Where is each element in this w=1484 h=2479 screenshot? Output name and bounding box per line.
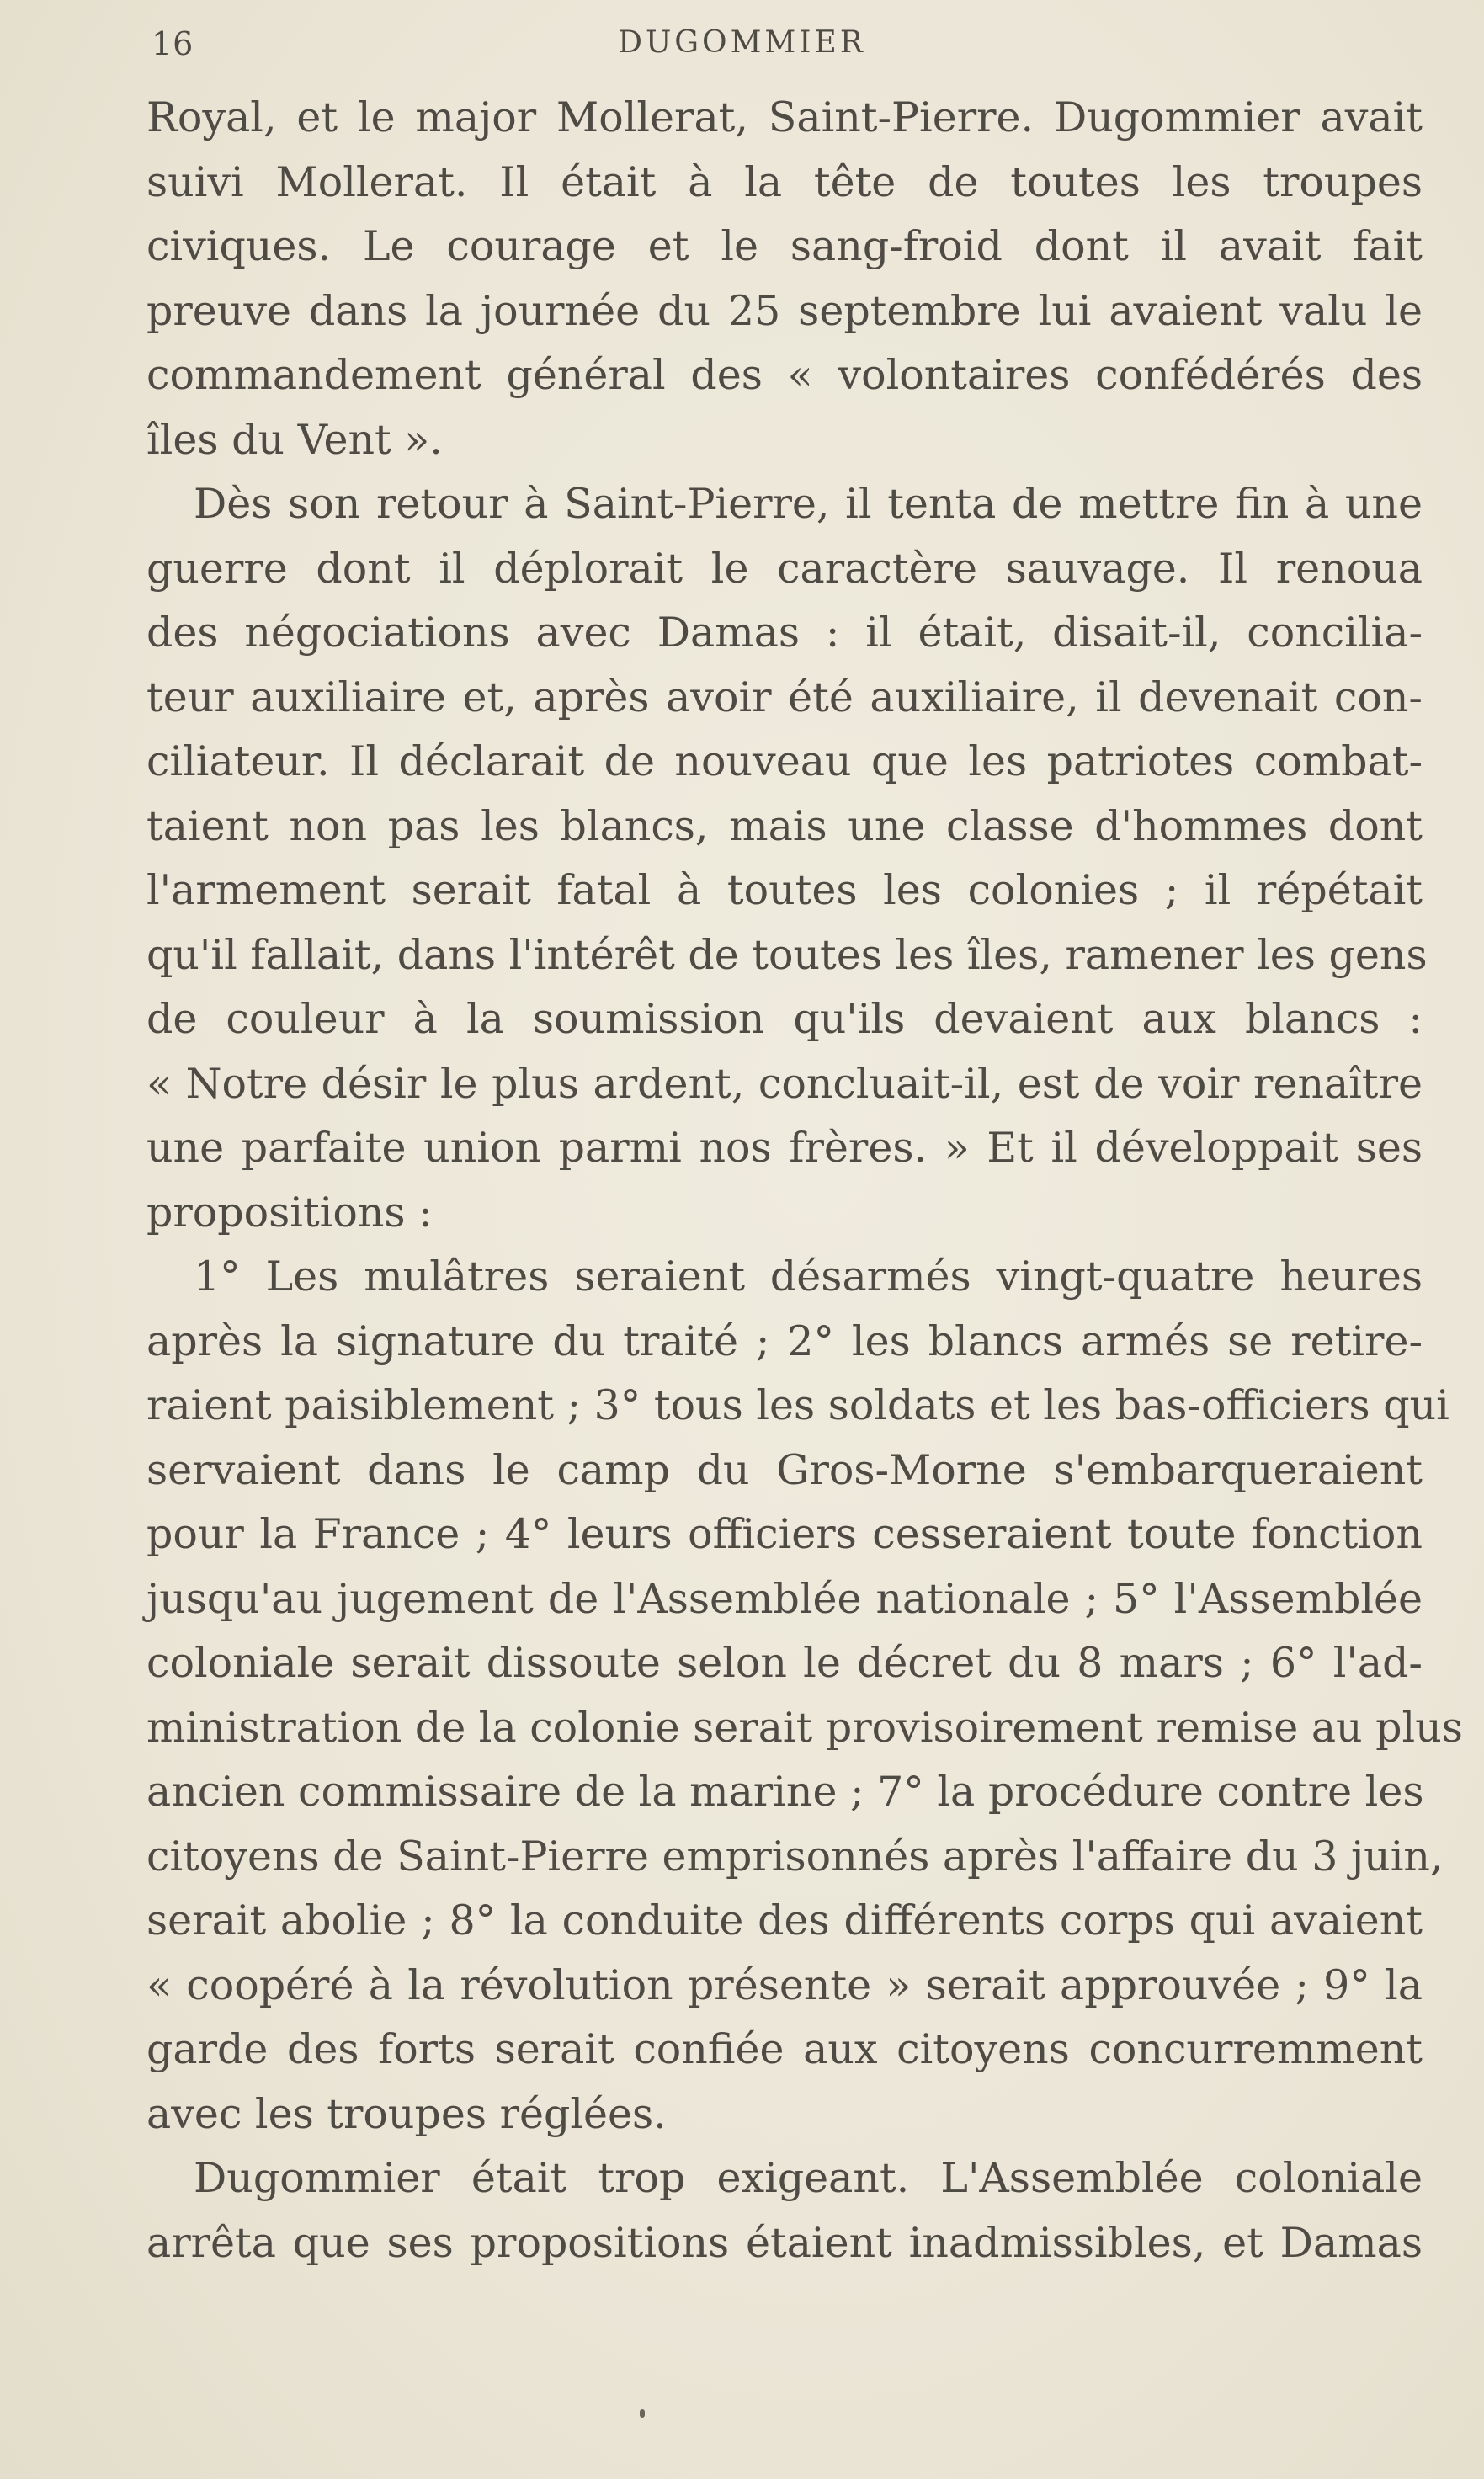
text-line: de couleur à la soumission qu'ils devaient aux blancs : bbox=[146, 995, 1423, 1043]
page-number: 16 bbox=[152, 25, 194, 62]
text-line: garde des forts serait confiée aux citoyens concurremment bbox=[146, 2025, 1423, 2073]
text-line: ancien commissaire de la marine ; 7° la procédure contre les bbox=[146, 1768, 1424, 1816]
text-line: « Notre désir le plus ardent, concluait-il, est de voir renaître bbox=[146, 1059, 1423, 1108]
text-line: jusqu'au jugement de l'Assemblée nationale ; 5° l'Assemblée bbox=[146, 1574, 1423, 1623]
text-line: civiques. Le courage et le sang-froid dont il avait fait bbox=[146, 222, 1423, 270]
text-line: commandement général des « volontaires confédérés des bbox=[146, 351, 1423, 399]
text-line: « coopéré à la révolution présente » serait approuvée ; 9° la bbox=[146, 1960, 1423, 2009]
text-line: suivi Mollerat. Il était à la tête de toutes les troupes bbox=[146, 157, 1423, 206]
paragraph-start-line: Dugommier était trop exigeant. L'Assemblée coloniale bbox=[194, 2154, 1423, 2202]
printer-mark bbox=[640, 2409, 645, 2418]
text-line: avec les troupes réglées. bbox=[146, 2089, 667, 2138]
text-line: ciliateur. Il déclarait de nouveau que les patriotes combat- bbox=[146, 737, 1423, 785]
text-line: serait abolie ; 8° la conduite des différents corps qui avaient bbox=[146, 1896, 1423, 1944]
text-line: taient non pas les blancs, mais une classe d'hommes dont bbox=[146, 801, 1423, 850]
text-line: îles du Vent ». bbox=[146, 415, 443, 464]
text-line: des négociations avec Damas : il était, disait-il, concilia- bbox=[146, 609, 1423, 657]
running-head: DUGOMMIER bbox=[618, 25, 866, 60]
text-line: Royal, et le major Mollerat, Saint-Pierre. Dugommier avait bbox=[146, 93, 1423, 141]
text-line: teur auxiliaire et, après avoir été auxiliaire, il devenait con- bbox=[146, 673, 1423, 721]
text-line: arrêta que ses propositions étaient inadmissibles, et Damas bbox=[146, 2218, 1423, 2267]
text-line: raient paisiblement ; 3° tous les soldats et les bas-officiers qui bbox=[146, 1381, 1449, 1429]
text-line: propositions : bbox=[146, 1188, 433, 1237]
text-line: l'armement serait fatal à toutes les colonies ; il répétait bbox=[146, 866, 1423, 914]
text-line: une parfaite union parmi nos frères. » Et il développait ses bbox=[146, 1124, 1423, 1172]
text-line: coloniale serait dissoute selon le décret du 8 mars ; 6° l'ad- bbox=[146, 1639, 1423, 1687]
text-line: ministration de la colonie serait provisoirement remise au plus bbox=[146, 1703, 1463, 1752]
text-line: qu'il fallait, dans l'intérêt de toutes les îles, ramener les gens bbox=[146, 930, 1428, 979]
text-line: preuve dans la journée du 25 septembre lui avaient valu le bbox=[146, 286, 1423, 335]
text-line: pour la France ; 4° leurs officiers cesseraient toute fonction bbox=[146, 1510, 1423, 1558]
paragraph-start-line: 1° Les mulâtres seraient désarmés vingt-quatre heures bbox=[194, 1253, 1423, 1301]
body-text bbox=[146, 86, 1463, 2275]
paragraph-start-line: Dès son retour à Saint-Pierre, il tenta de mettre fin à une bbox=[194, 480, 1423, 528]
text-line: guerre dont il déplorait le caractère sauvage. Il renoua bbox=[146, 544, 1423, 593]
text-line: servaient dans le camp du Gros-Morne s'embarqueraient bbox=[146, 1445, 1423, 1494]
text-line: citoyens de Saint-Pierre emprisonnés après l'affaire du 3 juin, bbox=[146, 1832, 1444, 1881]
text-line: après la signature du traité ; 2° les blancs armés se retire- bbox=[146, 1317, 1423, 1365]
